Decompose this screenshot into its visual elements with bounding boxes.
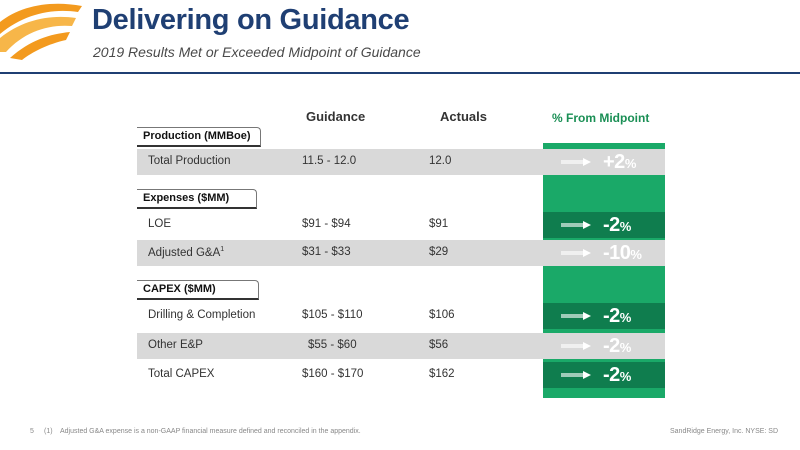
arrow-right-icon bbox=[561, 312, 591, 320]
row-actuals: $162 bbox=[429, 368, 455, 380]
row-guidance: $31 - $33 bbox=[302, 246, 351, 258]
row-label bbox=[148, 246, 224, 259]
row-guidance: $55 - $60 bbox=[308, 339, 357, 351]
arrow-right-icon bbox=[561, 221, 591, 229]
arrow-right-icon bbox=[561, 371, 591, 379]
page-number: 5 bbox=[30, 428, 34, 435]
pct-unit: % bbox=[630, 247, 642, 262]
column-header-actuals: Actuals bbox=[440, 109, 487, 124]
row-actuals: $106 bbox=[429, 309, 455, 321]
row-guidance: 11.5 - 12.0 bbox=[302, 155, 357, 167]
header-divider bbox=[0, 72, 800, 74]
column-header-guidance: Guidance bbox=[306, 109, 366, 124]
arrow-right-icon bbox=[561, 249, 591, 257]
row-label: Total Production bbox=[148, 155, 231, 167]
company-logo bbox=[0, 0, 90, 60]
pct-unit: % bbox=[619, 340, 631, 355]
row-label: Total CAPEX bbox=[148, 368, 215, 380]
row-guidance: $105 - $110 bbox=[302, 309, 363, 321]
pct-unit: % bbox=[624, 156, 636, 171]
section-header-expenses: Expenses ($MM) bbox=[137, 189, 257, 209]
pct-unit: % bbox=[619, 310, 631, 325]
pct-value: -2 bbox=[603, 364, 620, 386]
row-guidance: $91 - $94 bbox=[302, 218, 351, 230]
row-actuals: $56 bbox=[429, 339, 449, 351]
footnote-text: Adjusted G&A expense is a non-GAAP financial measure defined and reconciled in the appendix. bbox=[60, 428, 361, 435]
section-header-capex: CAPEX ($MM) bbox=[137, 280, 259, 300]
arrow-right-icon bbox=[561, 158, 591, 166]
pct-value: -2 bbox=[603, 305, 620, 327]
row-label: Other E&P bbox=[148, 339, 203, 351]
pct-column-panel bbox=[543, 143, 665, 398]
footnote-marker: (1) bbox=[44, 428, 53, 435]
row-label: LOE bbox=[148, 218, 172, 230]
pct-badge bbox=[543, 333, 665, 359]
page-title: Delivering on Guidance bbox=[92, 4, 410, 36]
section-header-production: Production (MMBoe) bbox=[137, 127, 261, 147]
pct-badge bbox=[543, 149, 665, 175]
row-actuals: 12.0 bbox=[429, 155, 452, 167]
pct-unit: % bbox=[619, 369, 631, 384]
row-guidance: $160 - $170 bbox=[302, 368, 364, 380]
pct-value: -2 bbox=[603, 335, 620, 357]
row-actuals: $91 bbox=[429, 218, 449, 230]
arrow-right-icon bbox=[561, 342, 591, 350]
footnote-marker: 1 bbox=[220, 246, 225, 253]
pct-value: -2 bbox=[603, 214, 620, 236]
pct-value: -10 bbox=[603, 242, 631, 264]
row-actuals: $29 bbox=[429, 246, 449, 258]
company-footer: SandRidge Energy, Inc. NYSE: SD bbox=[670, 428, 779, 435]
pct-value: +2 bbox=[603, 151, 625, 173]
row-label: Drilling & Completion bbox=[148, 309, 256, 321]
pct-badge bbox=[543, 303, 665, 329]
pct-badge bbox=[543, 240, 665, 266]
column-header-pct-from-midpoint: % From Midpoint bbox=[552, 111, 650, 125]
pct-unit: % bbox=[619, 219, 631, 234]
pct-badge bbox=[543, 212, 665, 238]
row-label-text: Adjusted G&A bbox=[148, 246, 221, 259]
pct-badge bbox=[543, 362, 665, 388]
page-subtitle: 2019 Results Met or Exceeded Midpoint of Guidance bbox=[93, 44, 421, 60]
